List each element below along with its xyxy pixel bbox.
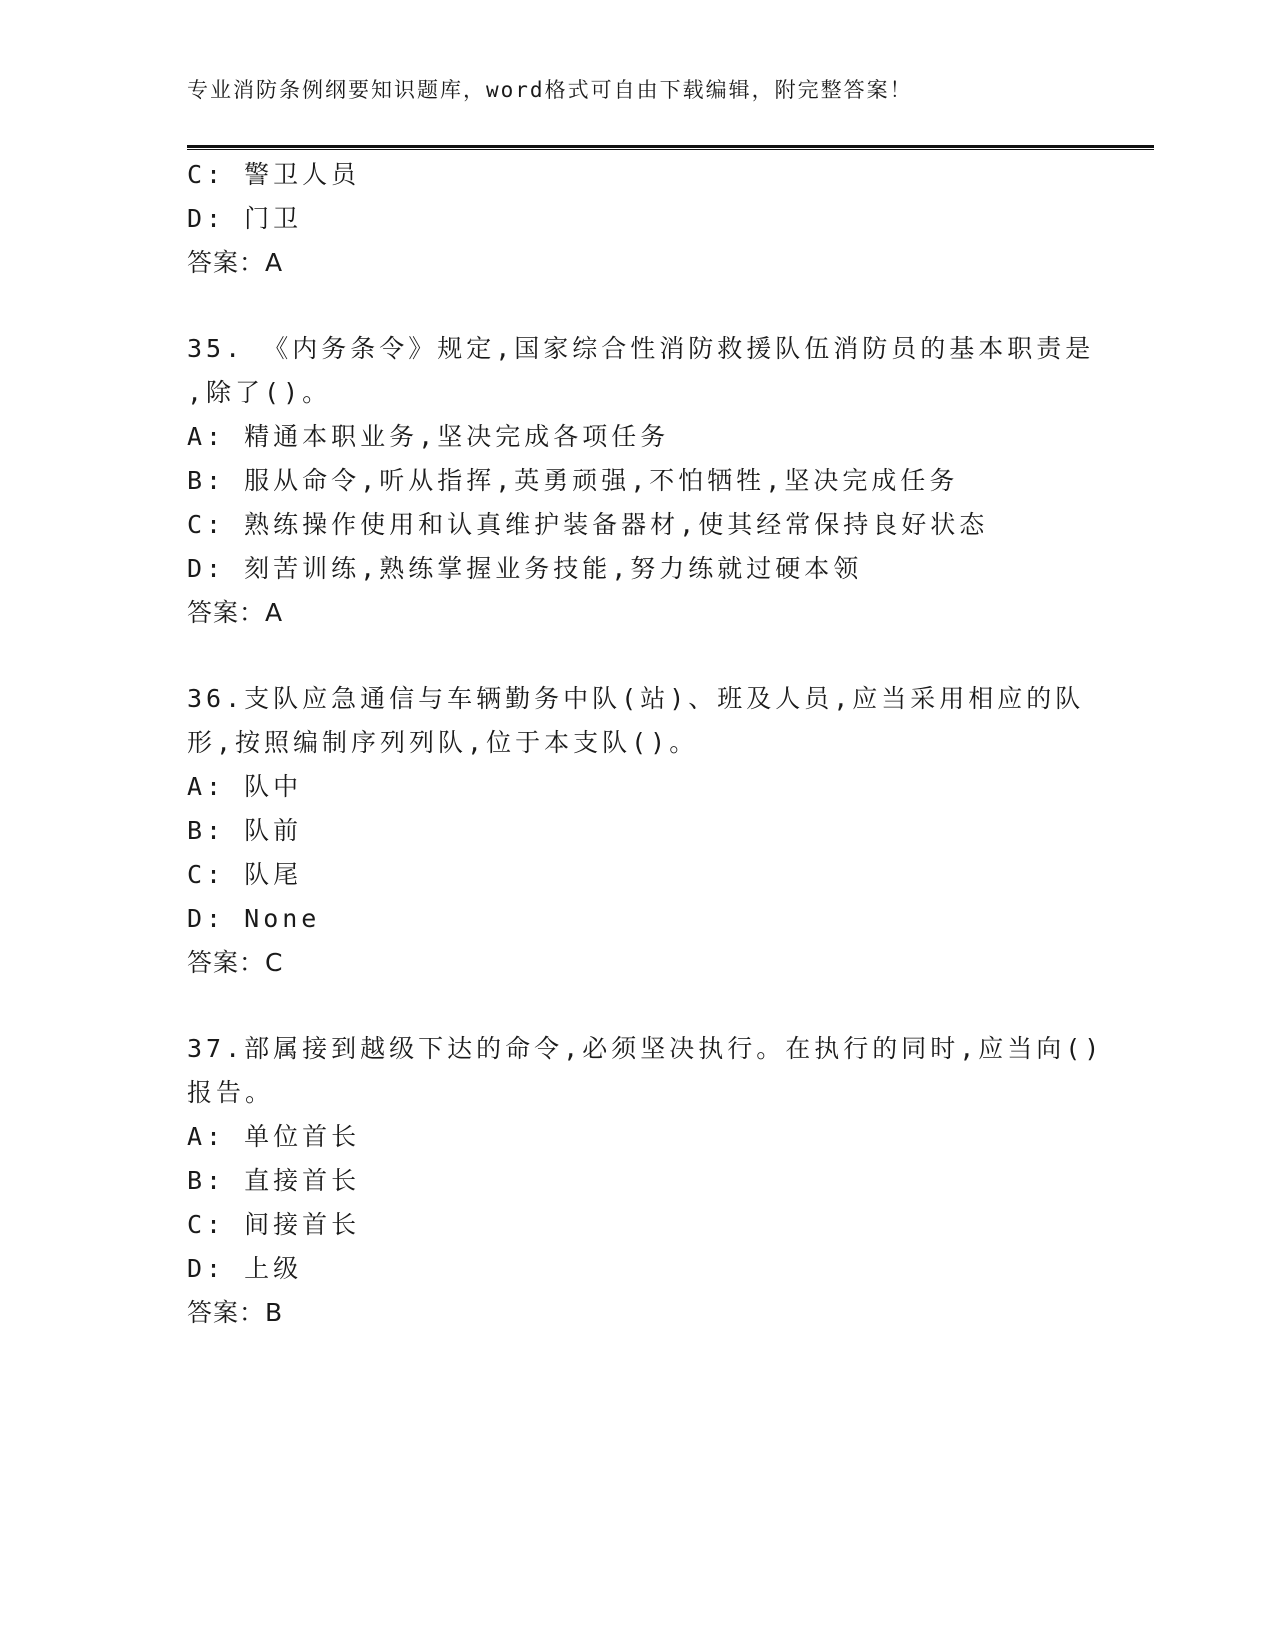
question-37-option-a: A: 单位首长 — [187, 1122, 361, 1151]
question-36-stem-line-1: 36.支队应急通信与车辆勤务中队(站)、班及人员,应当采用相应的队 — [187, 684, 1085, 713]
answer: 答案：A — [187, 248, 284, 277]
question-35-option-d: D: 刻苦训练,熟练掌握业务技能,努力练就过硬本领 — [187, 554, 863, 583]
question-35-option-b: B: 服从命令,听从指挥,英勇顽强,不怕牺牲,坚决完成任务 — [187, 466, 959, 495]
question-37-stem-line-1: 37.部属接到越级下达的命令,必须坚决执行。在执行的同时,应当向() — [187, 1034, 1104, 1063]
option-c: C: 警卫人员 — [187, 160, 361, 189]
header-rule — [187, 145, 1154, 150]
question-35-stem-line-2: ,除了()。 — [187, 378, 332, 407]
question-37-stem-line-2: 报告。 — [187, 1078, 275, 1107]
question-37-answer: 答案：B — [187, 1298, 284, 1327]
page-header: 专业消防条例纲要知识题库，word格式可自由下载编辑，附完整答案！ — [187, 78, 913, 102]
question-36-stem-line-2: 形,按照编制序列列队,位于本支队()。 — [187, 728, 699, 757]
question-36-answer: 答案：C — [187, 948, 284, 977]
question-37-option-c: C: 间接首长 — [187, 1210, 361, 1239]
option-d: D: 门卫 — [187, 204, 303, 233]
question-35-option-c: C: 熟练操作使用和认真维护装备器材,使其经常保持良好状态 — [187, 510, 989, 539]
question-36-option-d: D: None — [187, 904, 321, 933]
question-36-option-c: C: 队尾 — [187, 860, 303, 889]
question-36-option-a: A: 队中 — [187, 772, 303, 801]
question-35-answer: 答案：A — [187, 598, 284, 627]
question-35-option-a: A: 精通本职业务,坚决完成各项任务 — [187, 422, 670, 451]
question-37-option-d: D: 上级 — [187, 1254, 303, 1283]
question-36-option-b: B: 队前 — [187, 816, 303, 845]
question-37-option-b: B: 直接首长 — [187, 1166, 361, 1195]
question-35-stem-line-1: 35. 《内务条令》规定,国家综合性消防救援队伍消防员的基本职责是 — [187, 334, 1095, 363]
